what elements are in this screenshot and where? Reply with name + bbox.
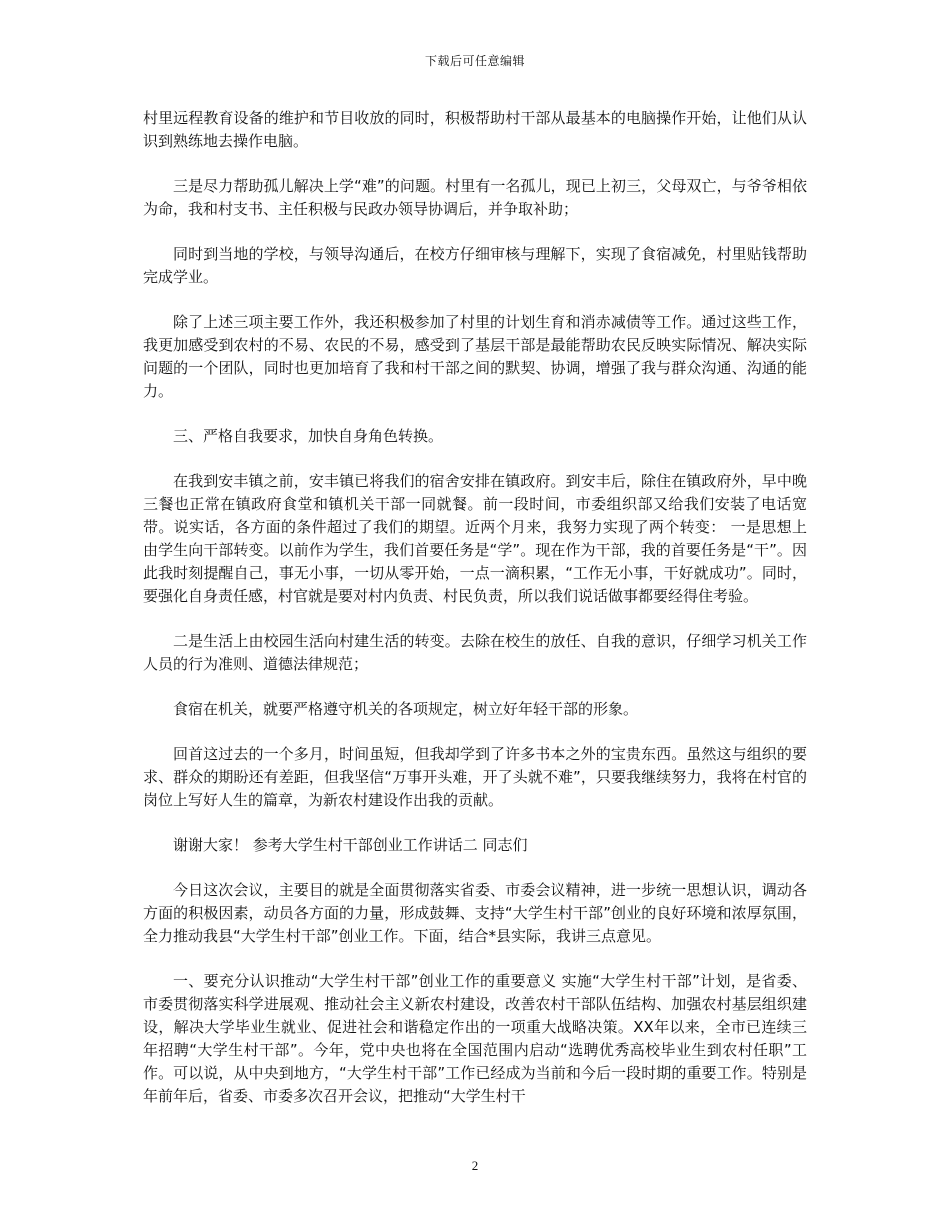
page-header: 下载后可任意编辑 (424, 54, 525, 68)
page-number: 2 (471, 1158, 479, 1173)
paragraph-7: 二是生活上由校园生活向村建生活的转变。去除在校生的放任、自我的意识，仔细学习机关工作人员的行为准则、道德法律规范； (143, 632, 807, 673)
paragraph-4: 除了上述三项主要工作外，我还积极参加了村里的计划生育和消赤减债等工作。通过这些工作，我更加感受到农村的不易、农民的不易，感受到了基层干部是最能帮助农民反映实际情况、解决实际问题的一个团队，同时也更加培育了我和村干部之间的默契、协调，增强了我与群众沟通、沟通的能力。 (143, 313, 807, 400)
body-text (143, 107, 807, 1130)
paragraph-11: 今日这次会议，主要目的就是全面贯彻落实省委、市委会议精神，进一步统一思想认识，调动各方面的积极因素，动员各方面的力量，形成鼓舞、支持“大学生村干部”创业的良好环境和浓厚氛围，全力推动我县“大学生村干部”创业工作。下面，结合*县实际，我讲三点意见。 (143, 881, 807, 945)
paragraph-8: 食宿在机关，就要严格遵守机关的各项规定，树立好年轻干部的形象。 (173, 700, 639, 718)
paragraph-6: 在我到安丰镇之前，安丰镇已将我们的宿舍安排在镇政府。到安丰后，除住在镇政府外，早中晚三餐也正常在镇政府食堂和镇机关干部一同就餐。前一段时间，市委组织部又给我们安装了电话宽带。说实话，各方面的条件超过了我们的期望。近两个月来，我努力实现了两个转变： 一是思想上由学生向干部转变。以前作为学生，我们首要任务是“学”。现在作为干部，我的首要任务是“干”。因此我时刻提醒自己，事无小事，一切从零开始，一点一滴积累，“工作无小事，干好就成功”。同时，要强化自身责任感，村官就是要对村内负责、村民负责，所以我们说话做事都要经得住考验。 (143, 472, 807, 605)
section-heading-3: 三、严格自我要求，加快自身角色转换。 (173, 427, 444, 445)
paragraph-3: 同时到当地的学校，与领导沟通后，在校方仔细审核与理解下，实现了食宿减免，村里贴钱帮助完成学业。 (143, 245, 807, 286)
paragraph-9: 回首这过去的一个多月，时间虽短，但我却学到了许多书本之外的宝贵东西。虽然这与组织的要求、群众的期盼还有差距，但我坚信“万事开头难，开了头就不难”，只要我继续努力，我将在村官的岗位上写好人生的篇章，为新农村建设作出我的贡献。 (143, 745, 807, 809)
paragraph-10: 谢谢大家！ 参考大学生村干部创业工作讲话二 同志们 (173, 836, 528, 854)
paragraph-12: 一、要充分认识推动“大学生村干部”创业工作的重要意义 实施“大学生村干部”计划，是省委、市委贯彻落实科学进展观、推动社会主义新农村建设，改善农村干部队伍结构、加强农村基层组织建设，解决大学毕业生就业、促进社会和谐稳定作出的一项重大战略决策。XX年以来，全市已连续三年招聘“大学生村干部”。今年，党中央也将在全国范围内启动“选聘优秀高校毕业生到农村任职”工作。可以说，从中央到地方，“大学生村干部”工作已经成为当前和今后一段时期的重要工作。特别是年前年后，省委、市委多次召开会议，把推动“大学生村干 (143, 972, 807, 1105)
paragraph-1: 村里远程教育设备的维护和节目收放的同时，积极帮助村干部从最基本的电脑操作开始，让他们从认识到熟练地去操作电脑。 (143, 109, 807, 150)
paragraph-2: 三是尽力帮助孤儿解决上学“难”的问题。村里有一名孤儿，现已上初三，父母双亡，与爷爷相依为命，我和村支书、主任积极与民政办领导协调后，并争取补助； (143, 177, 807, 218)
